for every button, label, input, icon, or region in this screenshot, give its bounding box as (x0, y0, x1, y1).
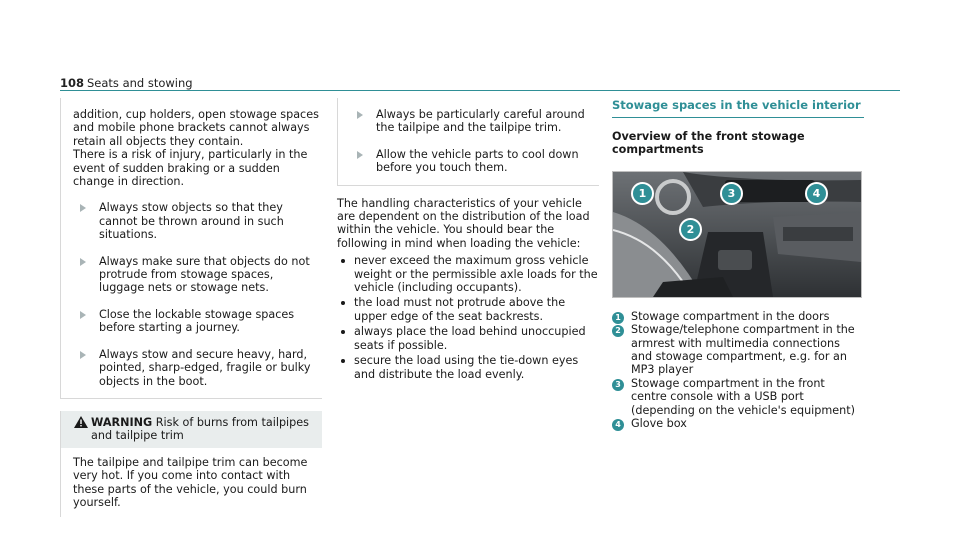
list-item: Allow the vehicle parts to cool down before you touch them. (350, 148, 599, 175)
callout-4: 4 (805, 182, 828, 205)
triangle-bullet-icon (357, 111, 363, 119)
number-badge: 4 (612, 419, 624, 431)
triangle-bullet-icon (80, 258, 86, 266)
column-3 (612, 98, 864, 430)
subsection-heading: Overview of the front stowage compartments (612, 130, 805, 157)
list-item: Always make sure that objects do not protrude from stowage spaces, luggage nets or stowage nets. (73, 255, 322, 295)
number-badge: 2 (612, 325, 624, 337)
info-box (337, 98, 599, 186)
callout-1: 1 (631, 182, 654, 205)
triangle-bullet-icon (80, 311, 86, 319)
list-item: Always be particularly careful around the tailpipe and the tailpipe trim. (350, 108, 599, 135)
warning-body: The tailpipe and tailpipe trim can become very hot. If you come into contact with these parts of the vehicle, you could burn yourself. (73, 455, 308, 509)
list-item: 3 Stowage compartment in the front centre console with a USB port (depending on the vehicle's equipment) (612, 377, 864, 417)
loading-list (337, 254, 599, 381)
column-1 (60, 98, 322, 517)
triangle-bullet-icon (357, 151, 363, 159)
section-title: Seats and stowing (87, 76, 193, 90)
triangle-bullet-icon (80, 351, 86, 359)
list-item: the load must not protrude above the upper edge of the seat backrests. (337, 296, 599, 323)
callout-2: 2 (679, 218, 702, 241)
list-item: 2 Stowage/telephone compartment in the armrest with multimedia connections and stowage compartment, e.g. for an MP3 player (612, 323, 864, 377)
column-2 (337, 98, 599, 381)
warning-title: Risk of burns from tailpipes and tailpipe trim (91, 415, 309, 443)
interior-figure (612, 171, 862, 298)
risk-paragraph: There is a risk of injury, particularly in the event of sudden braking or a sudden change in direction. (73, 148, 308, 189)
number-badge: 1 (612, 312, 624, 324)
list-item: never exceed the maximum gross vehicle weight or the permissible axle loads for the vehicle (including occupants). (337, 254, 599, 294)
number-badge: 3 (612, 379, 624, 391)
loading-paragraph: The handling characteristics of your vehicle are dependent on the distribution of the load within the vehicle. You should bear the following in mind when loading the vehicle: (337, 196, 590, 250)
legend-list (612, 310, 864, 431)
header-rule (60, 90, 900, 91)
list-item: Always stow and secure heavy, hard, pointed, sharp-edged, fragile or bulky objects in the boot. (73, 348, 322, 388)
list-item: Always stow objects so that they cannot be thrown around in such situations. (73, 201, 322, 241)
list-item: 4 Glove box (612, 417, 864, 430)
warning-box (60, 411, 322, 517)
triangle-bullet-icon (80, 204, 86, 212)
list-item: Close the lockable stowage spaces before starting a journey. (73, 308, 322, 335)
list-item: secure the load using the tie-down eyes and distribute the load evenly. (337, 354, 599, 381)
warning-label: WARNING (91, 415, 153, 429)
intro-paragraph: addition, cup holders, open stowage spaces and mobile phone brackets cannot always retain all objects they contain. (73, 108, 319, 148)
list-item: 1 Stowage compartment in the doors (612, 310, 864, 323)
section-heading: Stowage spaces in the vehicle interior (612, 98, 864, 118)
info-box (60, 98, 322, 399)
list-item: always place the load behind unoccupied seats if possible. (337, 325, 599, 352)
page-number: 108 (60, 76, 85, 90)
warning-icon (74, 416, 88, 428)
callout-3: 3 (720, 182, 743, 205)
warning-header (61, 411, 322, 448)
